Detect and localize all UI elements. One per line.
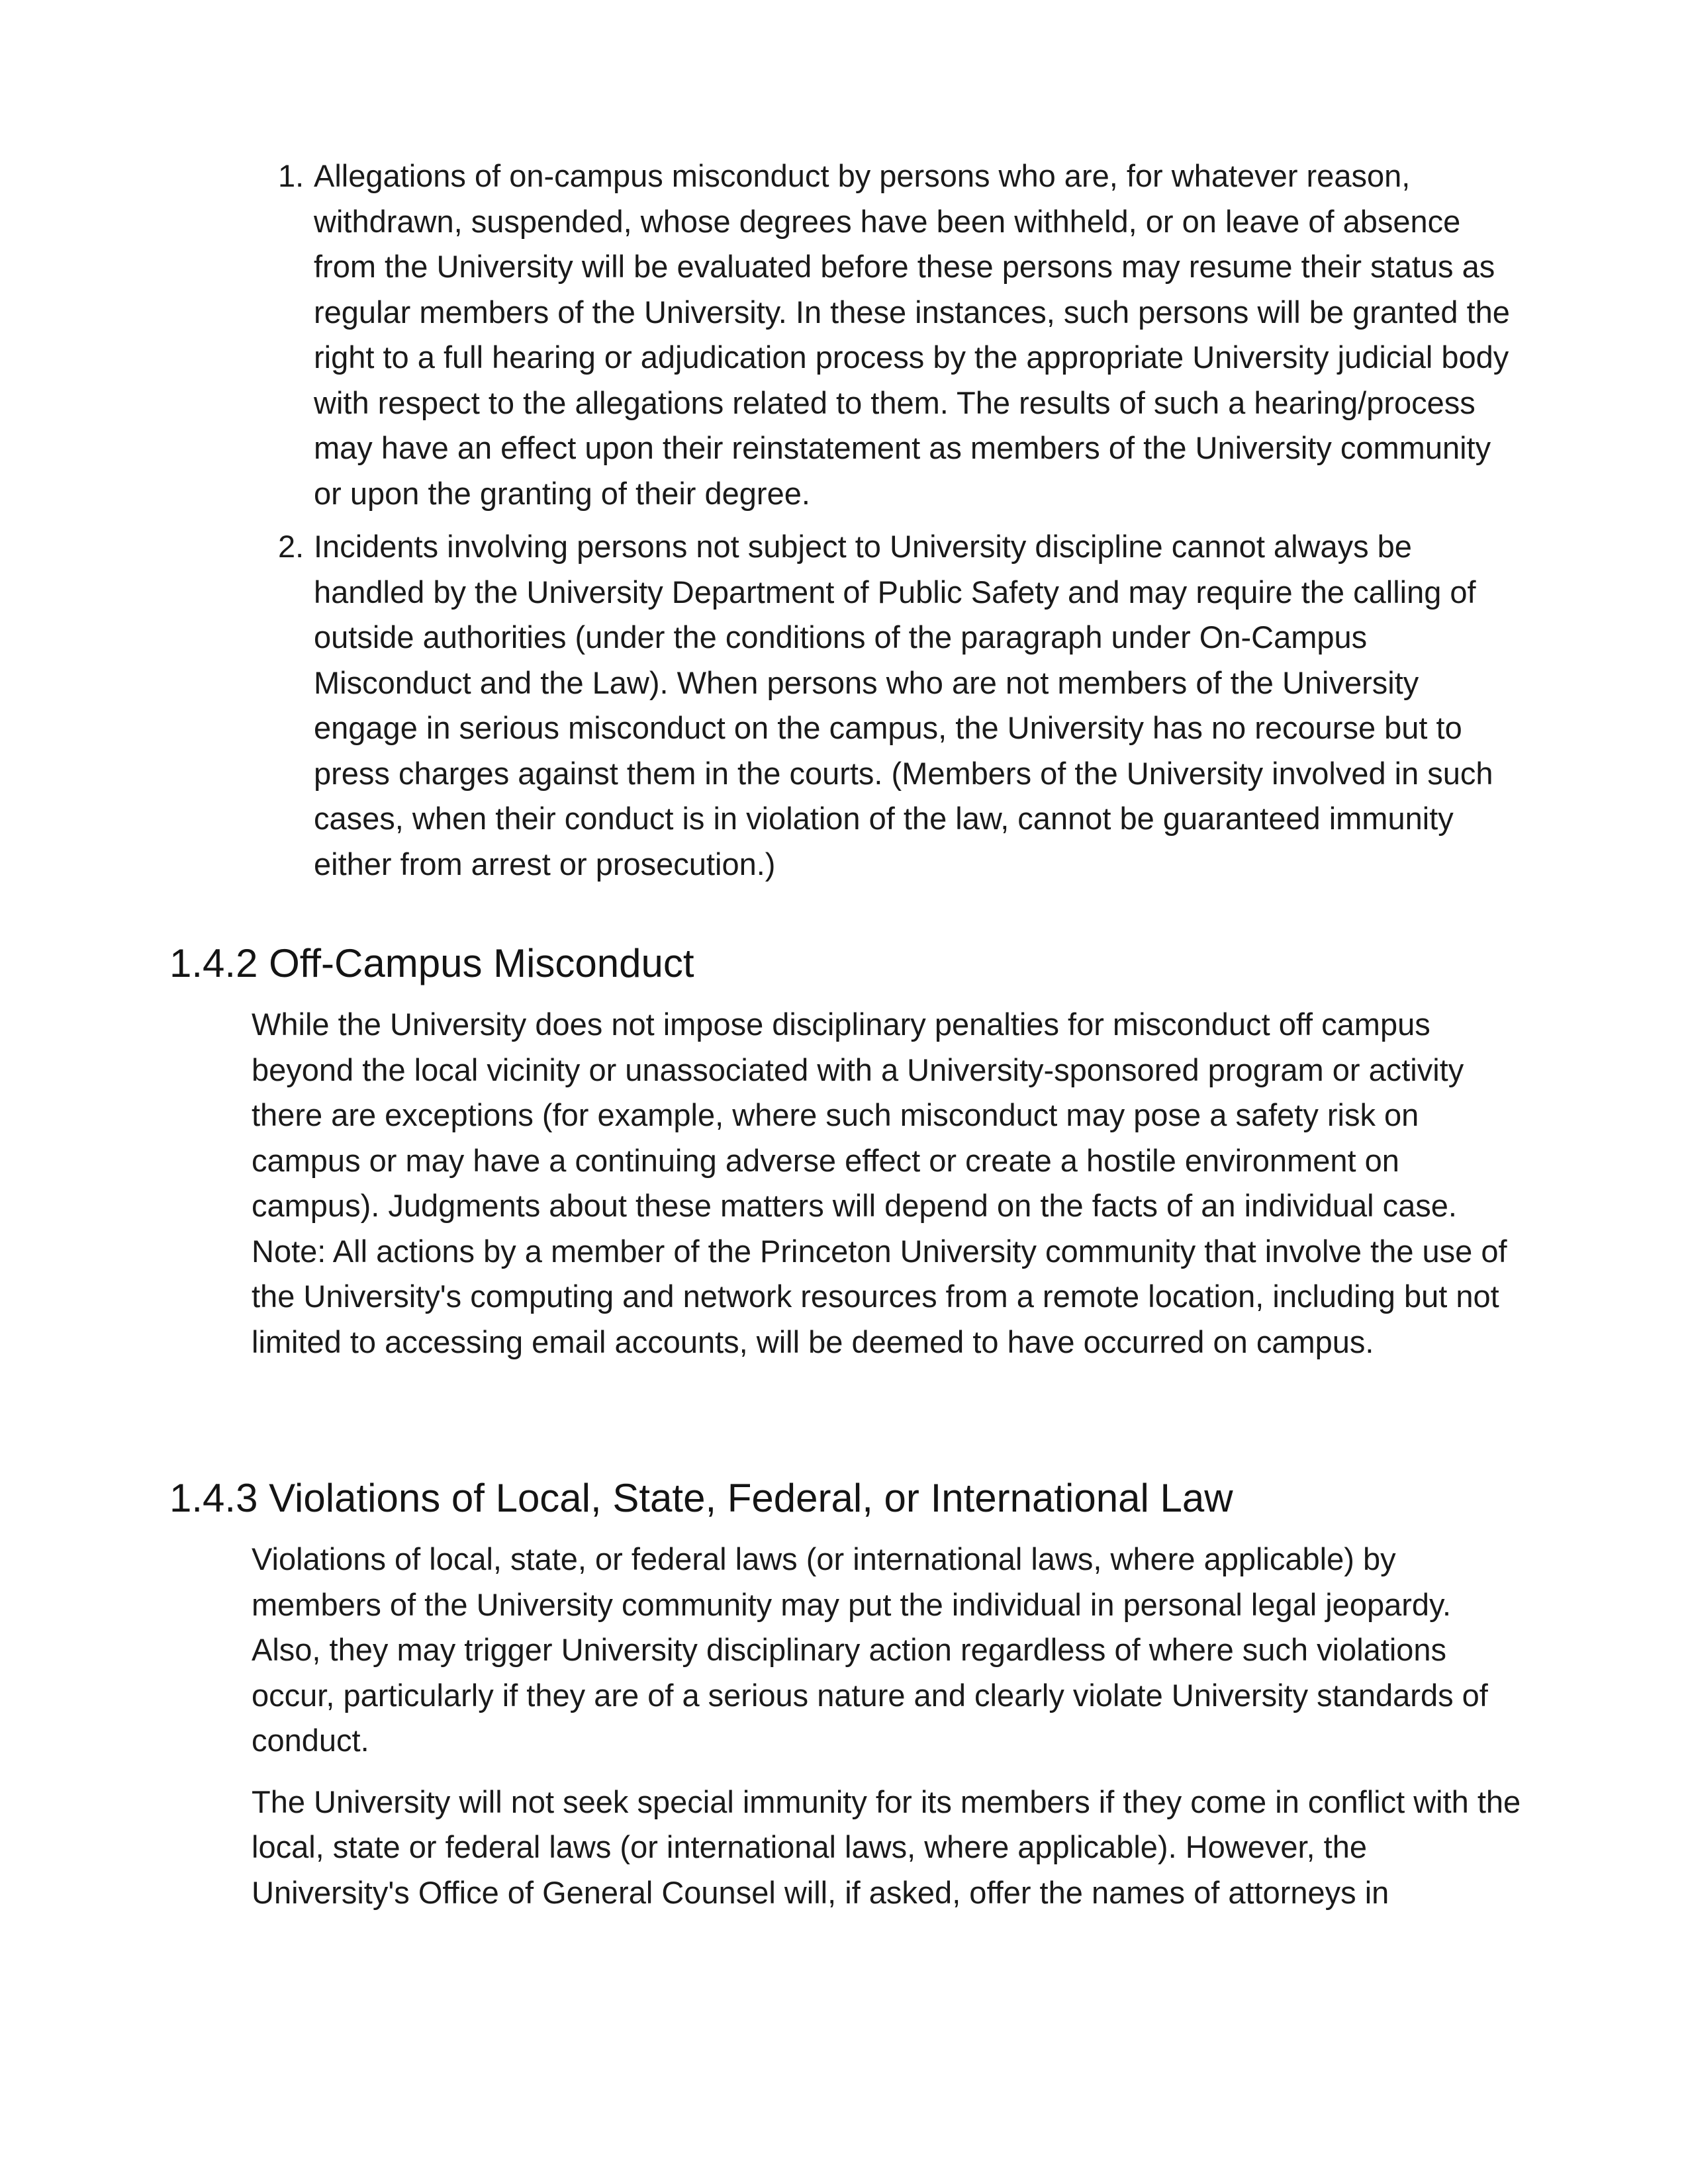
section-off-campus-misconduct (169, 937, 1526, 1365)
list-item-number: 1. (278, 158, 305, 193)
list-item-text: Allegations of on-campus misconduct by persons who are, for whatever reason, withdrawn, suspended, whose degrees have been withheld, or on leave of absence from the University will be evaluated before these persons may resume their status as regular members of the University. In these instances, such persons will be granted the right to a full hearing or adjudication process by the appropriate University judicial body with respect to the allegations related to them. The results of such a hearing/process may have an effect upon their reinstatement as members of the University community or upon the granting of their degree. (314, 158, 1510, 511)
list-item-number: 2. (278, 529, 305, 564)
numbered-list (278, 154, 1523, 895)
list-item (278, 154, 1523, 516)
section-paragraph: While the University does not impose disciplinary penalties for misconduct off campus beyond the local vicinity or unassociated with a University-sponsored program or activity there are exceptions (for example, where such misconduct may pose a safety risk on campus or may have a continuing adverse effect or create a hostile environment on campus). Judgments about these matters will depend on the facts of an individual case. Note: All actions by a member of the Princeton University community that involve the use of the University's computing and network resources from a remote location, including but not limited to accessing email accounts, will be deemed to have occurred on campus. (252, 1007, 1507, 1359)
list-item (278, 524, 1523, 887)
section-heading: 1.4.3 Violations of Local, State, Federal, or International Law (169, 1476, 1233, 1520)
list-item-text: Incidents involving persons not subject to University discipline cannot always be handled by the University Department of Public Safety and may require the calling of outside authorities (under the conditions of the paragraph under On-Campus Misconduct and the Law). When persons who are not members of the University engage in serious misconduct on the campus, the University has no recourse but to press charges against them in the courts. (Members of the University involved in such cases, when their conduct is in violation of the law, cannot be guaranteed immunity either from arrest or prosecution.) (314, 529, 1493, 882)
section-paragraph: Violations of local, state, or federal laws (or international laws, where applicable) by members of the University community may put the individual in personal legal jeopardy. Also, they may trigger University disciplinary action regardless of where such violations occur, particularly if they are of a serious nature and clearly violate University standards of conduct. (252, 1541, 1488, 1758)
section-paragraph: The University will not seek special immunity for its members if they come in conflict with the local, state or federal laws (or international laws, where applicable). However, the University's Office of General Counsel will, if asked, offer the names of attorneys in (252, 1784, 1521, 1910)
section-violations-of-law (169, 1472, 1526, 1915)
section-heading: 1.4.2 Off-Campus Misconduct (169, 941, 694, 985)
